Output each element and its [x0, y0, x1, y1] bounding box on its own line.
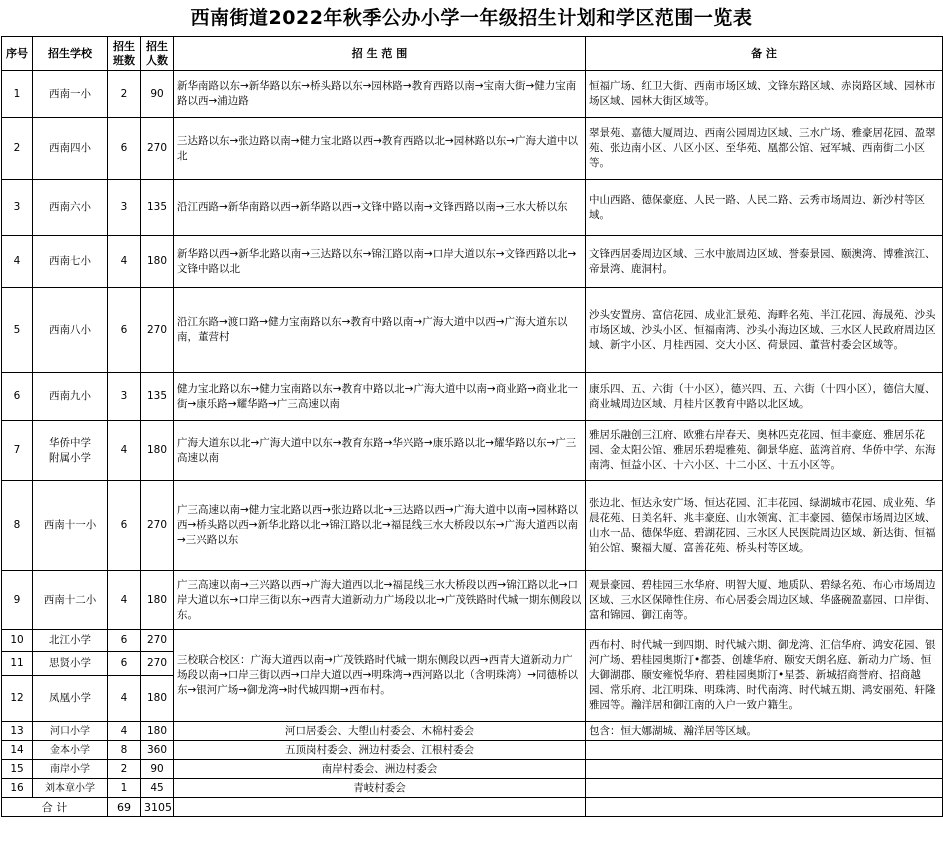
row-school: 刘本章小学 — [33, 779, 108, 798]
row-people: 135 — [141, 180, 174, 236]
row-classes: 4 — [108, 676, 141, 722]
row-classes: 2 — [108, 71, 141, 118]
header-school: 招生学校 — [33, 37, 108, 71]
row-classes: 8 — [108, 741, 141, 760]
table-row — [2, 118, 943, 180]
row-remark: 恒福广场、红卫大街、西南市场区域、文锋东路区域、赤岗路区域、园林市场区域、园林大街区域等。 — [586, 71, 943, 118]
row-seq: 14 — [2, 741, 33, 760]
total-remark-blank — [586, 798, 943, 817]
row-school: 金本小学 — [33, 741, 108, 760]
row-people: 90 — [141, 71, 174, 118]
row-classes: 4 — [108, 236, 141, 288]
row-classes: 3 — [108, 180, 141, 236]
row-scope: 青岐村委会 — [174, 779, 586, 798]
row-people: 270 — [141, 630, 174, 652]
row-remark: 中山西路、德保豪庭、人民一路、人民二路、云秀市场周边、新沙村等区域。 — [586, 180, 943, 236]
row-classes: 4 — [108, 421, 141, 481]
row-seq: 12 — [2, 676, 33, 722]
row-people: 180 — [141, 722, 174, 741]
row-remark: 康乐四、五、六街（十小区），德兴四、五、六街（十四小区），德信大厦、商业城周边区域、月桂片区教育中路以北区域。 — [586, 373, 943, 421]
joint-remark: 西布村、时代城一到四期、时代城六期、御龙湾、汇信华府、鸿安花园、银河广场、碧桂园奥斯汀•都荟、创雄华府、颐安天朗名庭、新动力广场、恒大御湖郡、颐安雍悦华府、碧桂园奥斯汀•星荟、新城招商誉府、招商越园、常乐府、北江明珠、明珠湾、时代南湾、时代城五期、鸿安丽苑、轩隆雅园等。瀚洋居和御江南的入户一致户籍生。 — [586, 630, 943, 722]
header-seq: 序号 — [2, 37, 33, 71]
row-people: 90 — [141, 760, 174, 779]
table-row — [2, 630, 943, 652]
row-school: 华侨中学 附属小学 — [33, 421, 108, 481]
row-school: 西南十二小 — [33, 571, 108, 630]
row-remark: 翠景苑、嘉德大厦周边、西南公园周边区域、三水广场、雅豪居花园、盈翠苑、张边南小区、八区小区、至华苑、凰都公馆、冠军城、西南街二小区等。 — [586, 118, 943, 180]
table-row — [2, 236, 943, 288]
row-school: 北江小学 — [33, 630, 108, 652]
table-row — [2, 481, 943, 571]
row-remark: 观景豪园、碧桂园三水华府、明智大厦、地质队、碧绿名苑、布心市场周边区域、三水区保障性住房、布心居委会周边区域、华盛碗盈嘉园、口岸街、富和锦园、御江南等。 — [586, 571, 943, 630]
row-people: 135 — [141, 373, 174, 421]
row-people: 270 — [141, 118, 174, 180]
row-people: 270 — [141, 481, 174, 571]
row-classes: 4 — [108, 571, 141, 630]
row-school: 西南六小 — [33, 180, 108, 236]
table-row — [2, 760, 943, 779]
row-school: 西南八小 — [33, 288, 108, 373]
row-classes: 6 — [108, 481, 141, 571]
row-scope: 沿江东路→渡口路→健力宝南路以东→教育中路以南→广海大道中以西→广海大道东以南，董营村 — [174, 288, 586, 373]
row-school: 凤凰小学 — [33, 676, 108, 722]
row-school: 西南十一小 — [33, 481, 108, 571]
table-row — [2, 71, 943, 118]
table-row — [2, 373, 943, 421]
row-remark: 包含：恒大娜湖城、瀚洋居等区域。 — [586, 722, 943, 741]
row-classes: 3 — [108, 373, 141, 421]
total-row — [2, 798, 943, 817]
total-scope-blank — [174, 798, 586, 817]
row-scope: 新华路以西→新华北路以南→三达路以东→锦江路以南→口岸大道以东→文锋西路以北→文锋中路以北 — [174, 236, 586, 288]
document-title: 西南街道2022年秋季公办小学一年级招生计划和学区范围一览表 — [190, 7, 753, 29]
enrollment-table — [1, 36, 943, 817]
table-row — [2, 779, 943, 798]
table-row — [2, 288, 943, 373]
header-people: 招生 人数 — [141, 37, 174, 71]
row-seq: 3 — [2, 180, 33, 236]
row-seq: 10 — [2, 630, 33, 652]
table-row — [2, 180, 943, 236]
row-remark: 文锋西居委周边区域、三水中旅周边区域、誉泰景园、颐澳湾、博雅滨江、帝景湾、鹿洞村。 — [586, 236, 943, 288]
row-seq: 4 — [2, 236, 33, 288]
row-seq: 1 — [2, 71, 33, 118]
table-row — [2, 421, 943, 481]
row-scope: 新华南路以东→新华路以东→桥头路以东→园林路→教育西路以南→宝南大街→健力宝南路以西→浦边路 — [174, 71, 586, 118]
row-seq: 5 — [2, 288, 33, 373]
row-seq: 9 — [2, 571, 33, 630]
row-school: 西南七小 — [33, 236, 108, 288]
row-remark: 张边北、恒达永安广场、恒达花园、汇丰花园、绿湖城市花园、成业苑、华晨花苑、日美名轩、兆丰豪庭、山水领寓、汇丰豪园、德保市场周边区域、山水一品、德保华庭、碧湖花园、三水区人民医院周边区域、新达街、恒福铂公馆、聚福大厦、富善花苑、桥头村等区域。 — [586, 481, 943, 571]
header-remark: 备 注 — [586, 37, 943, 71]
row-scope: 五顶岗村委会、洲边村委会、江根村委会 — [174, 741, 586, 760]
row-school: 西南一小 — [33, 71, 108, 118]
total-classes: 69 — [108, 798, 141, 817]
row-scope: 南岸村委会、洲边村委会 — [174, 760, 586, 779]
total-people: 3105 — [141, 798, 174, 817]
row-classes: 6 — [108, 288, 141, 373]
row-seq: 8 — [2, 481, 33, 571]
total-label: 合 计 — [2, 798, 108, 817]
header-classes: 招生 班数 — [108, 37, 141, 71]
row-people: 180 — [141, 676, 174, 722]
row-remark — [586, 741, 943, 760]
row-remark — [586, 760, 943, 779]
row-school: 西南四小 — [33, 118, 108, 180]
row-school: 西南九小 — [33, 373, 108, 421]
row-classes: 1 — [108, 779, 141, 798]
row-people: 180 — [141, 571, 174, 630]
row-school: 南岸小学 — [33, 760, 108, 779]
row-people: 180 — [141, 236, 174, 288]
row-people: 360 — [141, 741, 174, 760]
row-seq: 11 — [2, 652, 33, 676]
row-scope: 三达路以东→张边路以南→健力宝北路以西→教育西路以北→园林路以东→广海大道中以北 — [174, 118, 586, 180]
row-classes: 2 — [108, 760, 141, 779]
joint-scope: 三校联合校区：广海大道西以南→广茂铁路时代城一期东侧段以西→西青大道新动力广场段以南→口岸三街以西→口岸大道以西→明珠湾→西河路以北（含明珠湾）→同德桥以东→银河广场→御龙湾→时代城四期→西布村。 — [174, 630, 586, 722]
row-remark — [586, 779, 943, 798]
row-seq: 13 — [2, 722, 33, 741]
row-scope: 广三高速以南→三兴路以西→广海大道西以北→福昆线三水大桥段以西→锦江路以北→口岸大道以东→口岸三街以东→西青大道新动力广场段以北→广茂铁路时代城一期东侧段以东。 — [174, 571, 586, 630]
row-seq: 16 — [2, 779, 33, 798]
header-scope: 招 生 范 围 — [174, 37, 586, 71]
row-people: 180 — [141, 421, 174, 481]
table-row — [2, 571, 943, 630]
row-classes: 4 — [108, 722, 141, 741]
row-seq: 7 — [2, 421, 33, 481]
table-row — [2, 722, 943, 741]
row-seq: 15 — [2, 760, 33, 779]
row-classes: 6 — [108, 630, 141, 652]
row-people: 45 — [141, 779, 174, 798]
row-scope: 广三高速以南→健力宝北路以西→张边路以北→三达路以西→广海大道中以南→园林路以西→桥头路以西→新华北路以北→锦江路以北→福昆线三水大桥段以东→广海大道西以南→三兴路以东 — [174, 481, 586, 571]
row-scope: 广海大道东以北→广海大道中以东→教育东路→华兴路→康乐路以北→耀华路以东→广三高速以南 — [174, 421, 586, 481]
row-classes: 6 — [108, 652, 141, 676]
row-remark: 雅居乐融创三江府、欧雅右岸春天、奥林匹克花园、恒丰豪庭、雅居乐花园、金太阳公馆、雅居乐碧堤雅苑、御景华庭、蓝湾首府、华侨中学、东海南湾、恒益小区、十六小区、十二小区、十五小区等。 — [586, 421, 943, 481]
row-scope: 河口居委会、大塱山村委会、木棉村委会 — [174, 722, 586, 741]
row-people: 270 — [141, 288, 174, 373]
row-seq: 6 — [2, 373, 33, 421]
row-remark: 沙头安置房、富信花园、成业汇景苑、海畔名苑、半江花园、海晟苑、沙头市场区域、沙头小区、恒福南湾、沙头小海边区域、三水区人民政府周边区域、新宇小区、月桂西园、交大小区、荷景园、董营村委会区域等。 — [586, 288, 943, 373]
row-seq: 2 — [2, 118, 33, 180]
row-school: 思贤小学 — [33, 652, 108, 676]
row-school: 河口小学 — [33, 722, 108, 741]
row-people: 270 — [141, 652, 174, 676]
row-classes: 6 — [108, 118, 141, 180]
table-row — [2, 741, 943, 760]
row-scope: 沿江西路→新华南路以西→新华路以西→文锋中路以南→文锋西路以南→三水大桥以东 — [174, 180, 586, 236]
row-scope: 健力宝北路以东→健力宝南路以东→教育中路以北→广海大道中以南→商业路→商业北一街→康乐路→耀华路→广三高速以南 — [174, 373, 586, 421]
header-row — [2, 37, 943, 71]
